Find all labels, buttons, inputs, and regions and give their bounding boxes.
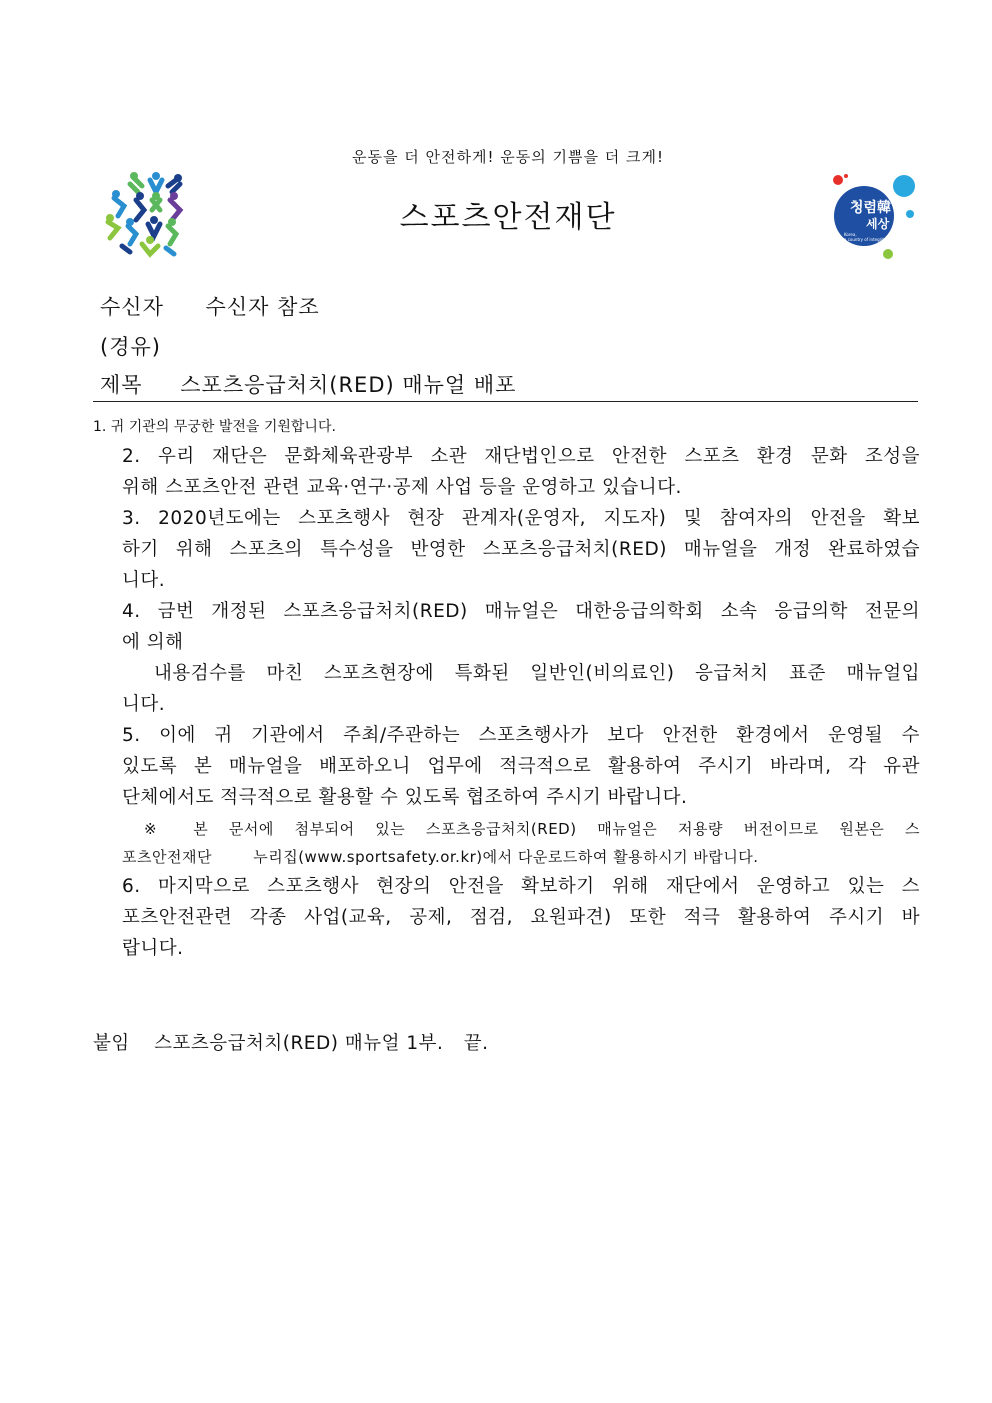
paragraph-4-line-3: 내용검수를 마친 스포츠현장에 특화된 일반인(비의료인) 응급처치 표준 매뉴얼입	[154, 663, 920, 684]
note-line-2-text: 누리집(www.sportsafety.or.kr)에서 다운로드하여 활용하시기 바랍니다.	[253, 848, 759, 866]
paragraph-3-line-1: 3. 2020년도에는 스포츠행사 현장 관계자(운영자, 지도자) 및 참여자의 안전을 확보	[122, 508, 920, 529]
paragraph-6-line-2: 포츠안전관련 각종 사업(교육, 공제, 점검, 요원파견) 또한 적극 활용하여 주시기 바	[122, 907, 920, 928]
note-line-2	[122, 843, 920, 871]
attachment-label: 붙임	[93, 1033, 130, 1054]
paragraph-5-line-3: 단체에서도 적극적으로 활용할 수 있도록 협조하여 주시기 바랍니다.	[122, 787, 688, 808]
divider	[93, 401, 918, 402]
integrity-logo	[826, 170, 922, 260]
paragraph-2-line-2: 위해 스포츠안전 관련 교육·연구·공제 사업 등을 운영하고 있습니다.	[122, 477, 682, 498]
attachment-end: 끝.	[463, 1033, 489, 1054]
paragraph-4-line-1: 4. 금번 개정된 스포츠응급처치(RED) 매뉴얼은 대한응급의학회 소속 응급의학 전문의	[122, 601, 920, 622]
note-line-2-org: 포츠안전재단	[122, 848, 212, 866]
paragraph-1: 1. 귀 기관의 무궁한 발전을 기원합니다.	[93, 419, 336, 435]
paragraph-3-line-3: 니다.	[122, 570, 166, 591]
integrity-logo-text-1: 청렴韓	[850, 200, 892, 216]
subject-row	[100, 369, 516, 399]
slogan: 운동을 더 안전하게! 운동의 기쁨을 더 크게!	[352, 148, 664, 166]
paragraph-3	[122, 503, 920, 596]
paragraph-4-line-2: 에 의해	[122, 632, 184, 653]
paragraph-5-line-1: 5. 이에 귀 기관에서 주최/주관하는 스포츠행사가 보다 안전한 환경에서 운영될 수	[122, 725, 920, 746]
recipient-value: 수신자 참조	[205, 295, 320, 319]
note-line-1: ※ 본 문서에 첨부되어 있는 스포츠응급처치(RED) 매뉴얼은 저용량 버전이므로 원본은 스	[144, 820, 920, 838]
attachment-row	[93, 1029, 489, 1055]
integrity-logo-sub-2: a country of integrity	[844, 237, 887, 242]
recipient-label: 수신자	[100, 295, 164, 319]
paragraph-4-line-4: 니다.	[122, 694, 166, 715]
recipient-row	[100, 291, 320, 321]
paragraph-2	[122, 441, 920, 503]
paragraph-6-line-3: 랍니다.	[122, 938, 184, 959]
note	[122, 815, 920, 871]
attachment-value: 스포츠응급처치(RED) 매뉴얼 1부.	[154, 1033, 444, 1054]
paragraph-4	[122, 596, 920, 720]
via-label: (경유)	[100, 335, 161, 359]
paragraph-6	[122, 871, 920, 964]
integrity-logo-text-2: 세상	[866, 217, 890, 231]
subject-value: 스포츠응급처치(RED) 매뉴얼 배포	[180, 373, 517, 397]
subject-label: 제목	[100, 373, 143, 397]
integrity-logo-sub-1: Korea,	[844, 232, 857, 237]
paragraph-5	[122, 720, 920, 813]
paragraph-5-line-2: 있도록 본 매뉴얼을 배포하오니 업무에 적극적으로 활용하여 주시기 바라며, 각 유관	[122, 756, 920, 777]
paragraph-3-line-2: 하기 위해 스포츠의 특수성을 반영한 스포츠응급처치(RED) 매뉴얼을 개정 완료하였습	[122, 539, 920, 560]
paragraph-2-line-1: 2. 우리 재단은 문화체육관광부 소관 재단법인으로 안전한 스포츠 환경 문화 조성을	[122, 446, 920, 467]
organization-name: 스포츠안전재단	[399, 200, 617, 235]
paragraph-6-line-1: 6. 마지막으로 스포츠행사 현장의 안전을 확보하기 위해 재단에서 운영하고 있는 스	[122, 876, 920, 897]
